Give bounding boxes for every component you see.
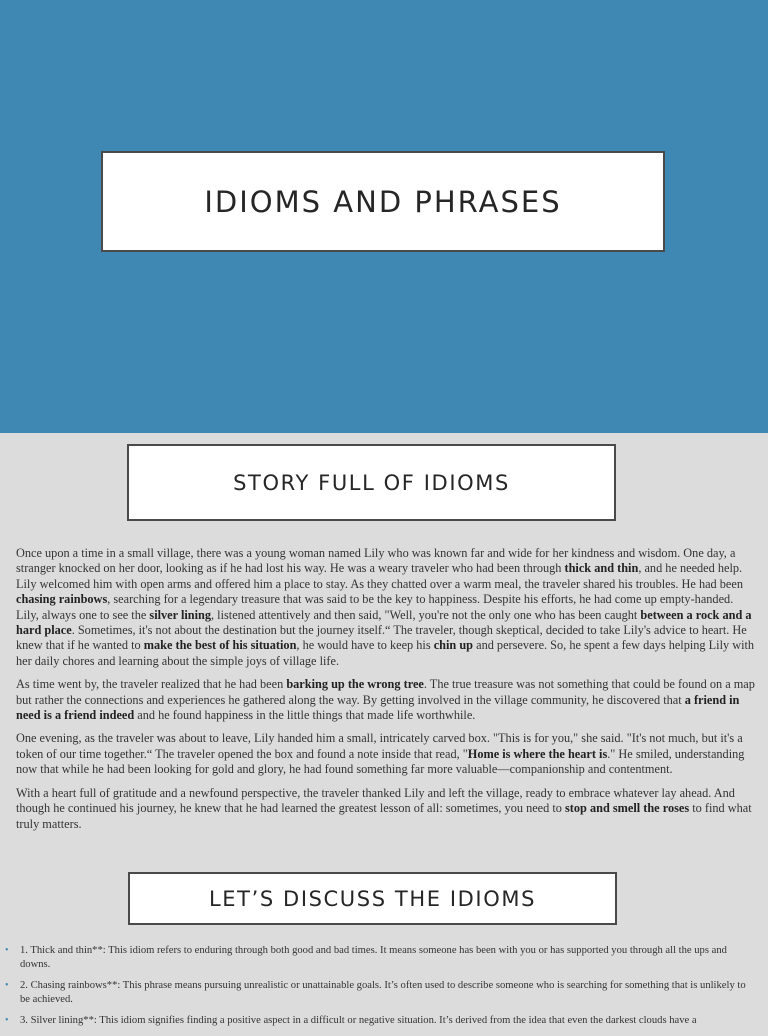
story-text-segment: ." He smiled, understanding now that while he had been looking for gold and glory, he had found something far more valuable—companionship and contentment.	[16, 746, 745, 777]
story-text-segment: . The true treasure was not something that could be found on a map but rather the connections and experiences he gathered along the way. By getting involved in the village community, he discovered that	[16, 677, 755, 707]
story-text-segment: , listened attentively and then said, "Well, you're not the only one who has been caught	[211, 607, 641, 622]
idiom-explanation: 1. Thick and thin**: This idiom refers to enduring through both good and bad times. It means someone has been with you or has supported you through all the ups and downs.	[20, 945, 727, 970]
idiom-highlight: stop and smell the roses	[565, 801, 690, 816]
discuss-heading-box	[128, 872, 617, 925]
list-item	[0, 1014, 768, 1028]
idiom-highlight: chin up	[433, 638, 474, 653]
idiom-highlight: thick and thin	[564, 561, 639, 576]
story-text-segment: , and he needed help. Lily welcomed him with open arms and offered him a place to stay. As they chatted over a warm meal, the traveler shared his troubles. He had been	[16, 561, 743, 591]
idiom-explanation: 2. Chasing rainbows**: This phrase means pursuing unrealistic or unattainable goals. It’s often used to describe someone who is searching for something that is unlikely to be achieved.	[20, 980, 746, 1005]
idiom-highlight: silver lining	[149, 607, 212, 622]
bullet-icon: •	[5, 980, 9, 992]
slide-title: IDIOMS AND PHRASES	[204, 184, 562, 219]
story-text-segment: With a heart full of gratitude and a newfound perspective, the traveler thanked Lily and left the village, ready to embrace whatever lay ahead. And though he continued his journey, he knew that he had learned the greatest lesson of all: sometimes, you need to	[16, 785, 735, 816]
list-item	[0, 944, 768, 971]
story-text-segment: . Sometimes, it's not about the destination but the journey itself.“ The traveler, though skeptical, decided to take Lily's advice to heart. He knew that if he wanted to	[16, 623, 747, 653]
story-paragraph	[16, 677, 756, 723]
idiom-highlight: between a rock and a hard place	[16, 607, 752, 638]
story-text	[16, 546, 756, 840]
bullet-icon: •	[5, 945, 9, 956]
bullet-icon: •	[5, 1015, 9, 1027]
story-text-segment: Once upon a time in a small village, there was a young woman named Lily who was known far and wide for her kindness and wisdom. One day, a stranger knocked on her door, looking as if he had lost his way. He was a weary traveler who had been through	[16, 546, 736, 576]
title-box	[101, 151, 665, 252]
story-text-segment: and persevere. So, he spent a few days helping Lily with her daily chores and learning about the simple joys of village life.	[16, 638, 755, 668]
story-heading-box	[127, 444, 616, 521]
idiom-highlight: a friend in need is a friend indeed	[16, 692, 740, 723]
story-text-segment: , searching for a legendary treasure that was said to be the key to happiness. Despite his efforts, he had come up empty-handed. Lily, always one to see the	[16, 592, 734, 622]
idiom-highlight: barking up the wrong tree	[286, 677, 424, 692]
list-item	[0, 979, 768, 1006]
title-slide	[0, 0, 768, 433]
story-paragraph	[16, 546, 756, 669]
story-heading: STORY FULL OF IDIOMS	[233, 470, 510, 495]
idiom-list	[0, 944, 768, 1036]
story-paragraph	[16, 731, 756, 777]
story-text-segment: to find what truly matters.	[16, 801, 752, 831]
story-paragraph	[16, 786, 756, 832]
story-text-segment: , he would have to keep his	[296, 638, 434, 653]
idiom-explanation: 3. Silver lining**: This idiom signifies finding a positive aspect in a difficult or negative situation. It’s derived from the idea that even the darkest clouds have a	[20, 1015, 697, 1027]
idiom-highlight: Home is where the heart is	[467, 746, 608, 761]
story-text-segment: As time went by, the traveler realized that he had been	[16, 677, 287, 692]
discuss-heading: LET’S DISCUSS THE IDIOMS	[208, 886, 537, 911]
story-text-segment: One evening, as the traveler was about to leave, Lily handed him a small, intricately carved box. "This is for you," she said. "It's not much, but it's a token of our time together.“ The traveler opened the box and found a note inside that read, "	[16, 731, 743, 761]
idiom-highlight: chasing rainbows	[16, 592, 108, 607]
idiom-highlight: make the best of his situation	[143, 638, 297, 653]
story-text-segment: and he found happiness in the little things that made life worthwhile.	[134, 708, 476, 723]
